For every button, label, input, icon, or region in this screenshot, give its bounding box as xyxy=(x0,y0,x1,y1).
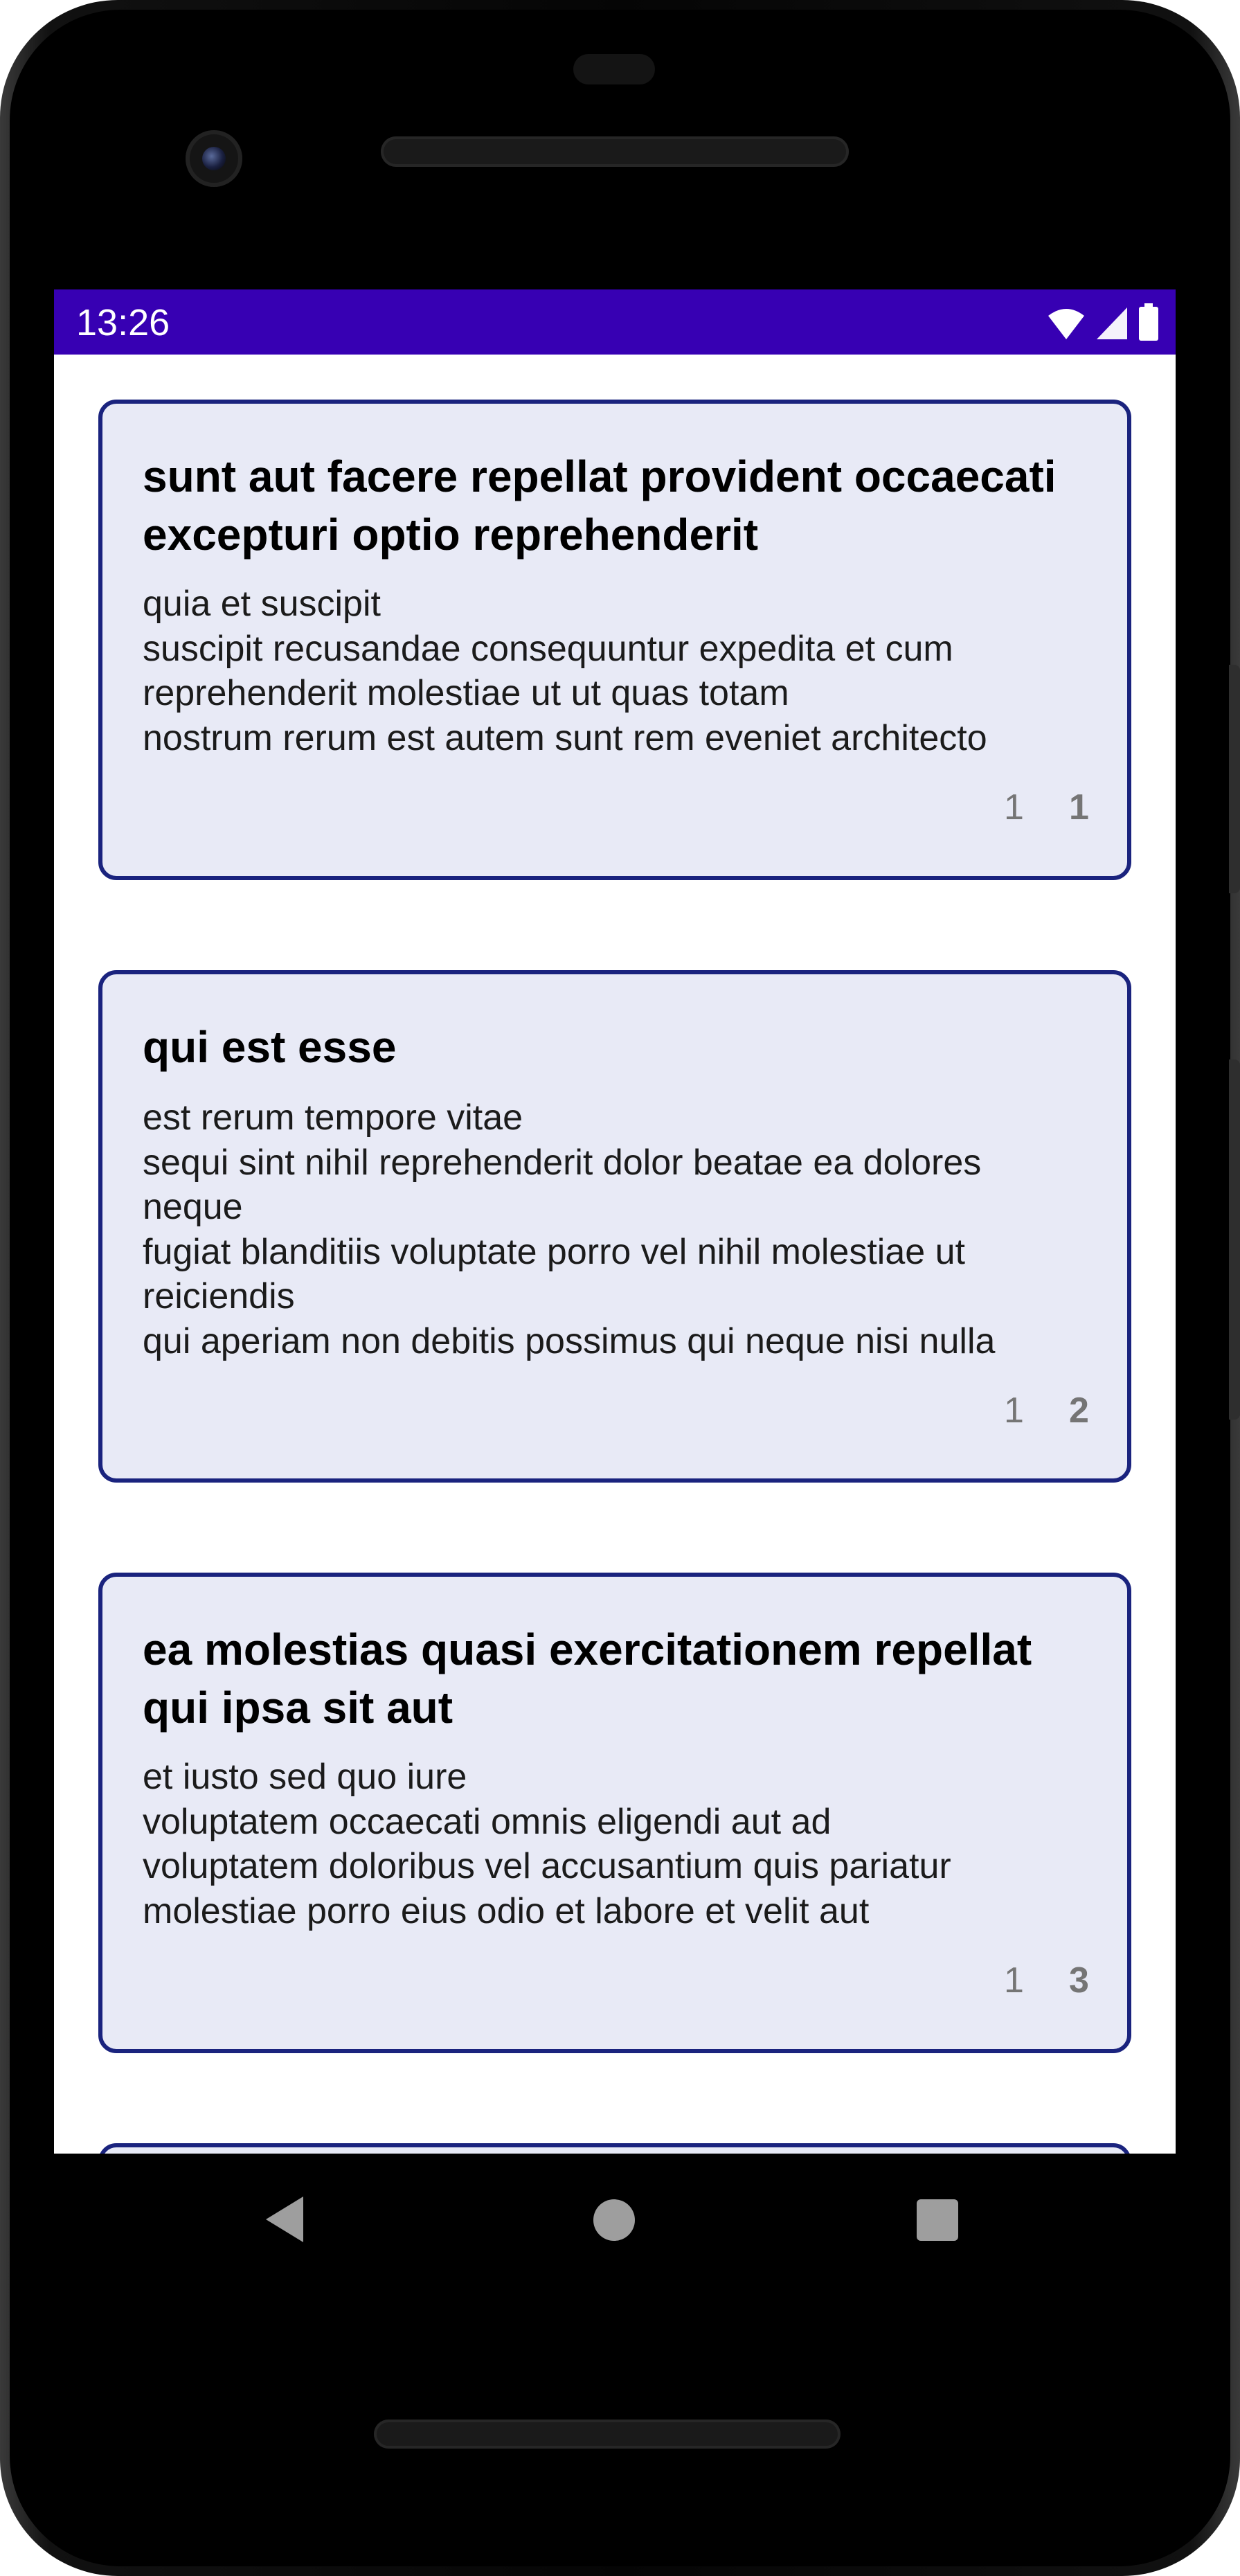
post-id: 3 xyxy=(1069,1960,1089,2001)
post-id: 2 xyxy=(1069,1390,1089,1431)
post-list[interactable] xyxy=(54,355,1176,2154)
post-body: quia et suscipit suscipit recusandae consequuntur expedita et cum reprehenderit molestiae ut ut quas totam nostrum rerum est autem sunt rem eveniet architecto xyxy=(143,584,987,758)
sensor-slot xyxy=(573,54,655,84)
post-id: 1 xyxy=(1069,787,1089,828)
post-user-id: 1 xyxy=(1004,1960,1024,2001)
volume-button xyxy=(1229,1059,1240,1420)
home-icon[interactable] xyxy=(593,2199,636,2242)
screen xyxy=(54,289,1176,2154)
post-card[interactable] xyxy=(98,1573,1131,2053)
post-body: et iusto sed quo iure voluptatem occaecati omnis eligendi aut ad voluptatem doloribus vel accusantium quis pariatur molestiae porro eius odio et labore et velit aut xyxy=(143,1757,951,1931)
post-user-id: 1 xyxy=(1004,1390,1024,1431)
front-camera xyxy=(186,130,242,187)
post-card[interactable] xyxy=(98,970,1131,1483)
status-bar xyxy=(54,289,1176,355)
navigation-bar xyxy=(54,2154,1176,2285)
post-user-id: 1 xyxy=(1004,787,1024,828)
post-card[interactable] xyxy=(98,2143,1131,2154)
post-title: qui est esse xyxy=(143,1022,397,1072)
post-title: ea molestias quasi exercitationem repellat qui ipsa sit aut xyxy=(143,1625,1032,1733)
back-icon[interactable] xyxy=(264,2195,305,2244)
bottom-speaker xyxy=(374,2420,841,2449)
post-title: sunt aut facere repellat provident occaecati excepturi optio reprehenderit xyxy=(143,451,1057,560)
earpiece-speaker xyxy=(381,136,849,167)
signal-icon xyxy=(1095,306,1129,341)
recents-icon[interactable] xyxy=(916,2199,959,2242)
battery-icon xyxy=(1138,303,1159,341)
post-body: est rerum tempore vitae sequi sint nihil reprehenderit dolor beatae ea dolores neque fugiat blanditiis voluptate porro vel nihil molestiae ut reiciendis qui aperiam non debitis possimus qui neque nisi nulla xyxy=(143,1098,996,1361)
wifi-icon xyxy=(1047,306,1086,341)
status-icons xyxy=(1047,305,1159,341)
power-button xyxy=(1229,665,1240,893)
status-time: 13:26 xyxy=(76,302,170,343)
post-card[interactable] xyxy=(98,400,1131,880)
